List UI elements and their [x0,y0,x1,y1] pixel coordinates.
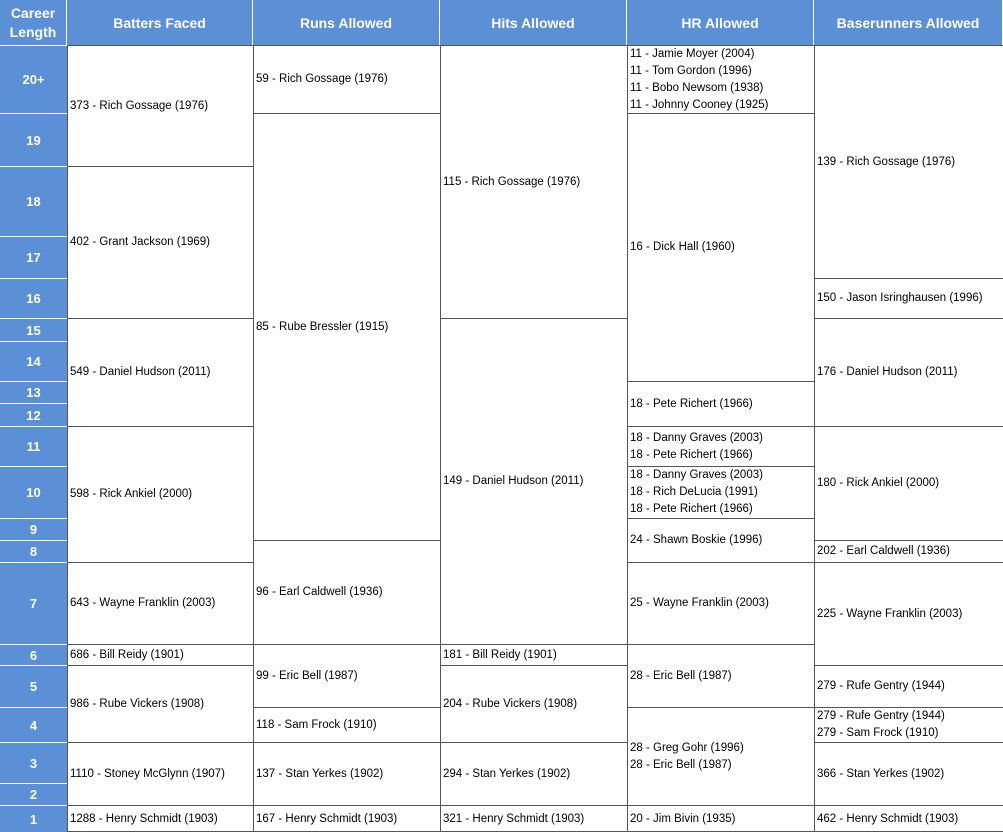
header-career-length-line: Length [9,23,57,40]
record-entry: 24 - Shawn Boskie (1996) [630,534,763,546]
record-entry: 99 - Eric Bell (1987) [256,669,358,682]
career-length-label[interactable]: 18 [0,166,67,236]
record-cell[interactable] [627,518,814,562]
record-cell[interactable] [440,805,627,832]
record-cell[interactable] [627,805,814,832]
record-cell[interactable] [814,426,1003,540]
record-entry: 18 - Pete Richert (1966) [630,397,753,410]
record-cell[interactable] [67,805,253,832]
record-entry: 167 - Henry Schmidt (1903) [256,812,398,825]
career-length-label[interactable]: 15 [0,318,67,341]
record-entry: 279 - Rufe Gentry (1944) [817,680,945,692]
record-entry: 85 - Rube Bressler (1915) [256,320,389,333]
record-cell[interactable] [627,45,814,113]
header-career-length[interactable] [0,0,67,45]
record-entry: 279 - Sam Frock (1910) [817,727,939,739]
record-entry: 137 - Stan Yerkes (1902) [256,767,384,780]
record-cell[interactable] [253,644,440,707]
header-batters-faced[interactable]: Batters Faced [67,0,253,45]
record-cell[interactable] [814,318,1003,426]
record-entry: 118 - Sam Frock (1910) [256,718,377,731]
record-entry: 462 - Henry Schmidt (1903) [817,812,959,825]
record-entry: 180 - Rick Ankiel (2000) [817,477,940,489]
record-cell[interactable] [67,665,253,742]
record-cell[interactable] [67,644,253,665]
record-entry: 598 - Rick Ankiel (2000) [70,488,193,500]
record-cell[interactable] [627,707,814,805]
record-entry: 181 - Bill Reidy (1901) [443,648,557,661]
career-length-label[interactable]: 12 [0,403,67,426]
record-entry: 150 - Jason Isringhausen (1996) [817,292,983,304]
record-entry: 18 - Pete Richert (1966) [630,448,753,461]
record-cell[interactable] [627,466,814,518]
record-cell[interactable] [627,113,814,381]
record-entry: 115 - Rich Gossage (1976) [443,175,581,188]
record-entry: 28 - Eric Bell (1987) [630,758,732,771]
record-entry: 1110 - Stoney McGlynn (1907) [70,767,225,780]
record-cell[interactable] [627,562,814,644]
record-entry: 11 - Jamie Moyer (2004) [630,47,755,60]
record-entry: 366 - Stan Yerkes (1902) [817,767,945,780]
record-entry: 225 - Wayne Franklin (2003) [817,607,963,620]
career-length-label[interactable]: 11 [0,426,67,466]
record-entry: 686 - Bill Reidy (1901) [70,648,184,661]
record-cell[interactable] [440,644,627,665]
record-entry: 11 - Bobo Newsom (1938) [630,81,764,94]
record-cell[interactable] [253,113,440,540]
record-entry: 204 - Rube Vickers (1908) [443,697,578,710]
record-cell[interactable] [67,742,253,805]
record-cell[interactable] [814,665,1003,707]
record-cell[interactable] [67,562,253,644]
record-cell[interactable] [814,278,1003,318]
record-entry: 11 - Tom Gordon (1996) [630,64,752,77]
record-entry: 643 - Wayne Franklin (2003) [70,597,216,609]
record-entry: 28 - Eric Bell (1987) [630,669,732,682]
record-cell[interactable] [814,45,1003,278]
record-entry: 16 - Dick Hall (1960) [630,241,735,253]
career-length-label[interactable]: 6 [0,644,67,665]
header-hr-allowed[interactable]: HR Allowed [627,0,814,45]
record-entry: 139 - Rich Gossage (1976) [817,155,956,168]
record-cell[interactable] [253,805,440,832]
record-entry: 176 - Daniel Hudson (2011) [817,366,958,378]
career-length-label[interactable]: 8 [0,540,67,562]
record-entry: 18 - Danny Graves (2003) [630,431,763,444]
record-cell[interactable] [253,540,440,644]
record-cell[interactable] [814,562,1003,665]
career-length-label[interactable]: 4 [0,707,67,742]
record-entry: 20 - Jim Bivin (1935) [630,812,736,825]
record-cell[interactable] [67,426,253,562]
record-entry: 11 - Johnny Cooney (1925) [630,98,769,111]
career-length-label[interactable]: 3 [0,742,67,783]
record-entry: 202 - Earl Caldwell (1936) [817,545,950,557]
record-cell[interactable] [814,540,1003,562]
record-entry: 294 - Stan Yerkes (1902) [443,767,571,780]
record-entry: 279 - Rufe Gentry (1944) [817,710,945,722]
record-cell[interactable] [67,45,253,166]
record-entry: 96 - Earl Caldwell (1936) [256,586,383,598]
record-cell[interactable] [627,381,814,426]
career-length-label[interactable]: 20+ [0,45,67,113]
record-entry: 321 - Henry Schmidt (1903) [443,812,585,825]
career-length-label[interactable]: 14 [0,341,67,381]
record-entry: 549 - Daniel Hudson (2011) [70,366,211,378]
record-entry: 149 - Daniel Hudson (2011) [443,475,584,487]
record-cell[interactable] [253,45,440,113]
record-cell[interactable] [627,426,814,466]
record-entry: 18 - Danny Graves (2003) [630,469,763,481]
record-entry: 986 - Rube Vickers (1908) [70,697,205,710]
record-entry: 18 - Pete Richert (1966) [630,503,753,515]
record-cell[interactable] [814,707,1003,742]
career-length-label[interactable]: 5 [0,665,67,707]
record-cell[interactable] [440,45,627,318]
career-length-label[interactable]: 1 [0,805,67,832]
record-entry: 59 - Rich Gossage (1976) [256,73,388,85]
record-cell[interactable] [67,166,253,318]
record-cell[interactable] [440,665,627,742]
career-length-label[interactable]: 19 [0,113,67,166]
record-cell[interactable] [814,805,1003,832]
career-length-label[interactable]: 2 [0,783,67,805]
record-cell[interactable] [814,742,1003,805]
record-entry: 28 - Greg Gohr (1996) [630,741,744,754]
career-length-label[interactable]: 10 [0,466,67,518]
header-hits-allowed[interactable]: Hits Allowed [440,0,627,45]
record-entry: 402 - Grant Jackson (1969) [70,236,210,248]
career-length-label[interactable]: 9 [0,518,67,540]
record-entry: 25 - Wayne Franklin (2003) [630,597,769,609]
career-length-label[interactable]: 7 [0,562,67,644]
career-length-label[interactable]: 16 [0,278,67,318]
header-runs-allowed[interactable]: Runs Allowed [253,0,440,45]
record-cell[interactable] [440,318,627,644]
career-length-label[interactable]: 17 [0,236,67,278]
record-cell[interactable] [67,318,253,426]
header-baserunners-allowed[interactable]: Baserunners Allowed [814,0,1003,45]
record-entry: 18 - Rich DeLucia (1991) [630,486,758,498]
record-cell[interactable] [253,742,440,805]
record-cell[interactable] [627,644,814,707]
header-career-length-line: Career [10,4,56,21]
career-length-label[interactable]: 13 [0,381,67,403]
record-cell[interactable] [253,707,440,742]
record-entry: 1288 - Henry Schmidt (1903) [70,812,218,825]
record-cell[interactable] [440,742,627,805]
record-entry: 373 - Rich Gossage (1976) [70,99,209,112]
